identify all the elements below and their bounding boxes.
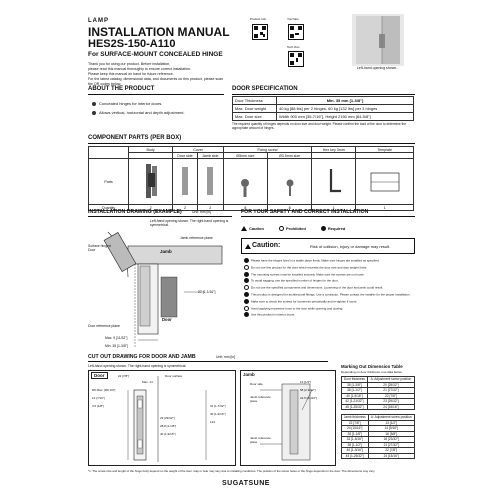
qr-code-icon[interactable] bbox=[288, 51, 304, 67]
dim-label: 3.5 [1/8"] bbox=[92, 404, 104, 408]
dim-label: R5 Max. [R0.197] bbox=[92, 388, 116, 392]
door-label: Door bbox=[91, 372, 108, 379]
list-item: Please have the hinges fixed in a stable place firmly. Make sure hinges are installed as specified. bbox=[244, 258, 414, 263]
cutout-note: Left-hand opening shown. The right-hand opening is symmetrical. bbox=[88, 364, 187, 368]
hinge-body-icon bbox=[136, 161, 166, 201]
unit-label: Unit: mm [in] bbox=[192, 210, 212, 214]
dim-label: Min. 35 [1-3/8"] bbox=[105, 344, 128, 348]
list-item: Use this product in interior doors. bbox=[244, 312, 414, 317]
drawing-label: Jamb bbox=[160, 249, 172, 254]
dim-label: 40 [1-9/16"] bbox=[160, 432, 176, 436]
cutout-heading: CUT OUT DRAWING FOR DOOR AND JAMB bbox=[88, 354, 196, 360]
qr-code-icon[interactable] bbox=[252, 24, 268, 40]
parts-table bbox=[88, 146, 414, 211]
hinge-photo bbox=[352, 14, 404, 66]
dim-label: 28.8 [1-1/8"] bbox=[160, 424, 177, 428]
table-row: 35 [1-3/8"] 20 [25/32"] bbox=[342, 382, 415, 388]
list-item: Do not use this product for the door which exceeds the door size and door weight limits. bbox=[244, 265, 414, 270]
dim-label: 23 [29/32"] bbox=[160, 416, 175, 420]
install-heading: INSTALLATION DRAWING (EXAMPLE) bbox=[88, 209, 182, 215]
table-row: Door side Jamb side Ø5mm size Ø3.5mm size bbox=[89, 153, 414, 159]
required-icon bbox=[244, 299, 249, 304]
spec-note: The required quantity of hinges depends on door size and door weight. Please confirm the load of the door to determine the appropriate amount of hinges. bbox=[232, 122, 407, 130]
install-note: Left-hand opening shown. The right-hand opening is symmetrical. bbox=[150, 219, 229, 227]
legend-item: Required bbox=[321, 226, 345, 231]
qr-code-icon[interactable] bbox=[288, 24, 304, 40]
dim-label: 27 [1-1/16"] bbox=[198, 290, 216, 294]
footnote: *1: The screw size and length of the hinge body depend on the weight of the door. Gap in hole may vary due to installing conditions. The position of the screw holes or the hinge depends on the door. The dimensions may vary. bbox=[88, 469, 376, 473]
dim-label: Door surface bbox=[165, 374, 183, 378]
photo-caption: Left-hand opening shown. bbox=[356, 66, 398, 70]
drawing-label: Door bbox=[162, 317, 172, 322]
hex-key-icon bbox=[319, 161, 349, 201]
drawing-label: Jamb reference plane bbox=[250, 436, 271, 444]
drawing-label: Door side bbox=[250, 382, 263, 386]
caution-banner: Caution: Risk of collision, injury or damage may result. bbox=[241, 238, 415, 254]
table-row: Body Cover Fixing screw Hex key 3mm Template bbox=[89, 147, 414, 153]
table-row: 40 [1-9/16"] 22 [7/8"] bbox=[342, 448, 415, 454]
list-item: Allows vertical, horizontal and depth adjustment. bbox=[92, 108, 185, 117]
qr-label: Product Info bbox=[250, 17, 267, 21]
table-row: Max. Door size Width 900 mm [35-7/16"], Height 2150 mm [84-5/8"] bbox=[233, 113, 414, 121]
divider bbox=[88, 216, 232, 217]
dim-label: 12 [7/16"] bbox=[92, 396, 105, 400]
table-row: Parts bbox=[89, 159, 414, 205]
product-subtitle: For SURFACE-MOUNT CONCEALED HINGE bbox=[88, 51, 223, 58]
legend-item: Caution bbox=[241, 226, 264, 231]
table-row: Door thickness A: Adjustment screw position bbox=[342, 377, 415, 383]
table-row: 38 [1-1/2"] 21 [27/32"] bbox=[342, 388, 415, 394]
jamb-cover-icon bbox=[203, 161, 217, 201]
drawing-label: Surface hinged Door bbox=[88, 244, 111, 252]
model-number: HES2S-150-A110 bbox=[88, 38, 176, 50]
prohibited-icon bbox=[244, 285, 249, 290]
company-logo: SUGATSUNE bbox=[222, 480, 270, 487]
table-row: 33 [1-5/16"] 18 [23/32"] bbox=[342, 437, 415, 443]
required-icon bbox=[244, 278, 249, 283]
caution-icon bbox=[245, 244, 251, 249]
screw-icon bbox=[275, 161, 305, 201]
table-row: Quantity 2 2 2 8 8 1 1 bbox=[89, 205, 414, 211]
list-item: To avoid sagging, use the specified number of hinges for the door. bbox=[244, 278, 414, 283]
table-row: 45 [1-25/32"] 24 [15/16"] bbox=[342, 404, 415, 410]
list-item: Avoid applying excessive force to the door while opening and closing. bbox=[244, 306, 414, 311]
table-row: 45 [1-25/32"] 24 [15/16"] bbox=[342, 453, 415, 459]
qr-label: YouTube bbox=[287, 17, 299, 21]
required-icon bbox=[244, 258, 249, 263]
required-icon bbox=[321, 226, 326, 231]
legend-item: Prohibited bbox=[279, 226, 306, 231]
brand-logo: LAMP bbox=[88, 18, 109, 24]
door-dimension-table bbox=[341, 376, 415, 410]
divider bbox=[88, 94, 224, 95]
prohibited-icon bbox=[244, 306, 249, 311]
safety-rules bbox=[244, 258, 414, 319]
list-item: Concealed hinges for interior doors. bbox=[92, 99, 185, 108]
template-icon bbox=[365, 161, 405, 201]
dim-label: 58 [2-9/32"] bbox=[300, 388, 316, 392]
door-cover-icon bbox=[178, 161, 192, 201]
qr-label: Tech Doc bbox=[287, 45, 300, 49]
jamb-dimension-table bbox=[341, 414, 415, 459]
required-icon bbox=[244, 272, 249, 277]
table-row: Max. Door weight 40 kg [88 lbs] per 2 hinges, 60 kg [132 lbs] per 3 hinges bbox=[233, 105, 414, 113]
table-row: 28 [1-1/8"] 16 [5/8"] bbox=[342, 431, 415, 437]
table-row: 22 [7/8"] 13 [1/2"] bbox=[342, 420, 415, 426]
safety-legend bbox=[241, 226, 359, 231]
dim-label: 24.5 [31/32"] bbox=[300, 396, 317, 400]
unit-label: Unit: mm [in] bbox=[216, 355, 236, 359]
prohibited-icon bbox=[279, 226, 284, 231]
safety-heading: FOR YOUR SAFETY AND CORRECT INSTALLATION bbox=[241, 209, 369, 215]
dim-label: 31 [1-7/32"] bbox=[210, 404, 226, 408]
divider bbox=[88, 143, 415, 144]
screw-icon bbox=[230, 161, 260, 201]
marking-subheading: Depending on door thickness, use data below. bbox=[341, 370, 403, 374]
drawing-label: Jamb reference plane bbox=[180, 236, 213, 240]
table-row: Door Thickness Min. 35 mm [1-3/8"] bbox=[233, 97, 414, 105]
required-icon bbox=[244, 292, 249, 297]
door-spec-table bbox=[232, 96, 414, 121]
list-item: Make sure to check the screws for looseness periodically and re-tighten if loose. bbox=[244, 299, 414, 304]
dim-label: 40 [1-9/16"] bbox=[210, 412, 226, 416]
dim-label: Max. 14 bbox=[142, 380, 153, 384]
dim-label: Max. 9 [11/32"] bbox=[105, 336, 128, 340]
drawing-label: Jamb reference plane bbox=[250, 395, 271, 403]
table-row: 38 [1-1/2"] 21 [27/32"] bbox=[342, 442, 415, 448]
parts-heading: COMPONENT PARTS (PER BOX) bbox=[88, 135, 182, 141]
list-item: The mounting screws must be installed securely. Make sure the screws are not loose. bbox=[244, 272, 414, 277]
door-spec-heading: DOOR SPECIFICATION bbox=[232, 86, 298, 92]
manual-title: INSTALLATION MANUAL bbox=[88, 25, 230, 39]
dim-label: 13 [1/2"] bbox=[300, 380, 312, 384]
table-row: 24 [15/16"] 14 [9/16"] bbox=[342, 426, 415, 432]
jamb-label: Jamb bbox=[243, 372, 255, 377]
marking-heading: Marking Out Dimension Table bbox=[341, 364, 403, 369]
about-bullets bbox=[92, 99, 185, 117]
divider bbox=[241, 216, 415, 217]
list-item: This product is designed for architectural fittings. Use a contractor. Please contact the installer for the proper installation. bbox=[244, 292, 414, 297]
divider bbox=[232, 94, 415, 95]
divider bbox=[88, 361, 328, 362]
dim-label: 22 [7/8"] bbox=[118, 374, 130, 378]
table-row: Jamb thickness A: Adjustment screw position bbox=[342, 415, 415, 421]
caution-icon bbox=[241, 226, 247, 231]
table-row: 40 [1-9/16"] 22 [7/8"] bbox=[342, 393, 415, 399]
table-row: 42 [1-21/32"] 23 [29/32"] bbox=[342, 399, 415, 405]
drawing-label: Door reference plane bbox=[88, 324, 120, 328]
dim-label: 123 bbox=[210, 420, 216, 424]
intro-text: Thank you for using our product. Before installation, please read this manual thoroughly to ensure correct installation. Please keep this manual on hand for future reference. For the latest catalog, dimensional data, and documents on this product, please scan the QR codes below. bbox=[88, 62, 224, 86]
list-item: Do not use the specified components and dimensions. Loosening of the door and jamb could result. bbox=[244, 285, 414, 290]
required-icon bbox=[244, 312, 249, 317]
prohibited-icon bbox=[244, 265, 249, 270]
about-heading: ABOUT THE PRODUCT bbox=[88, 86, 155, 92]
